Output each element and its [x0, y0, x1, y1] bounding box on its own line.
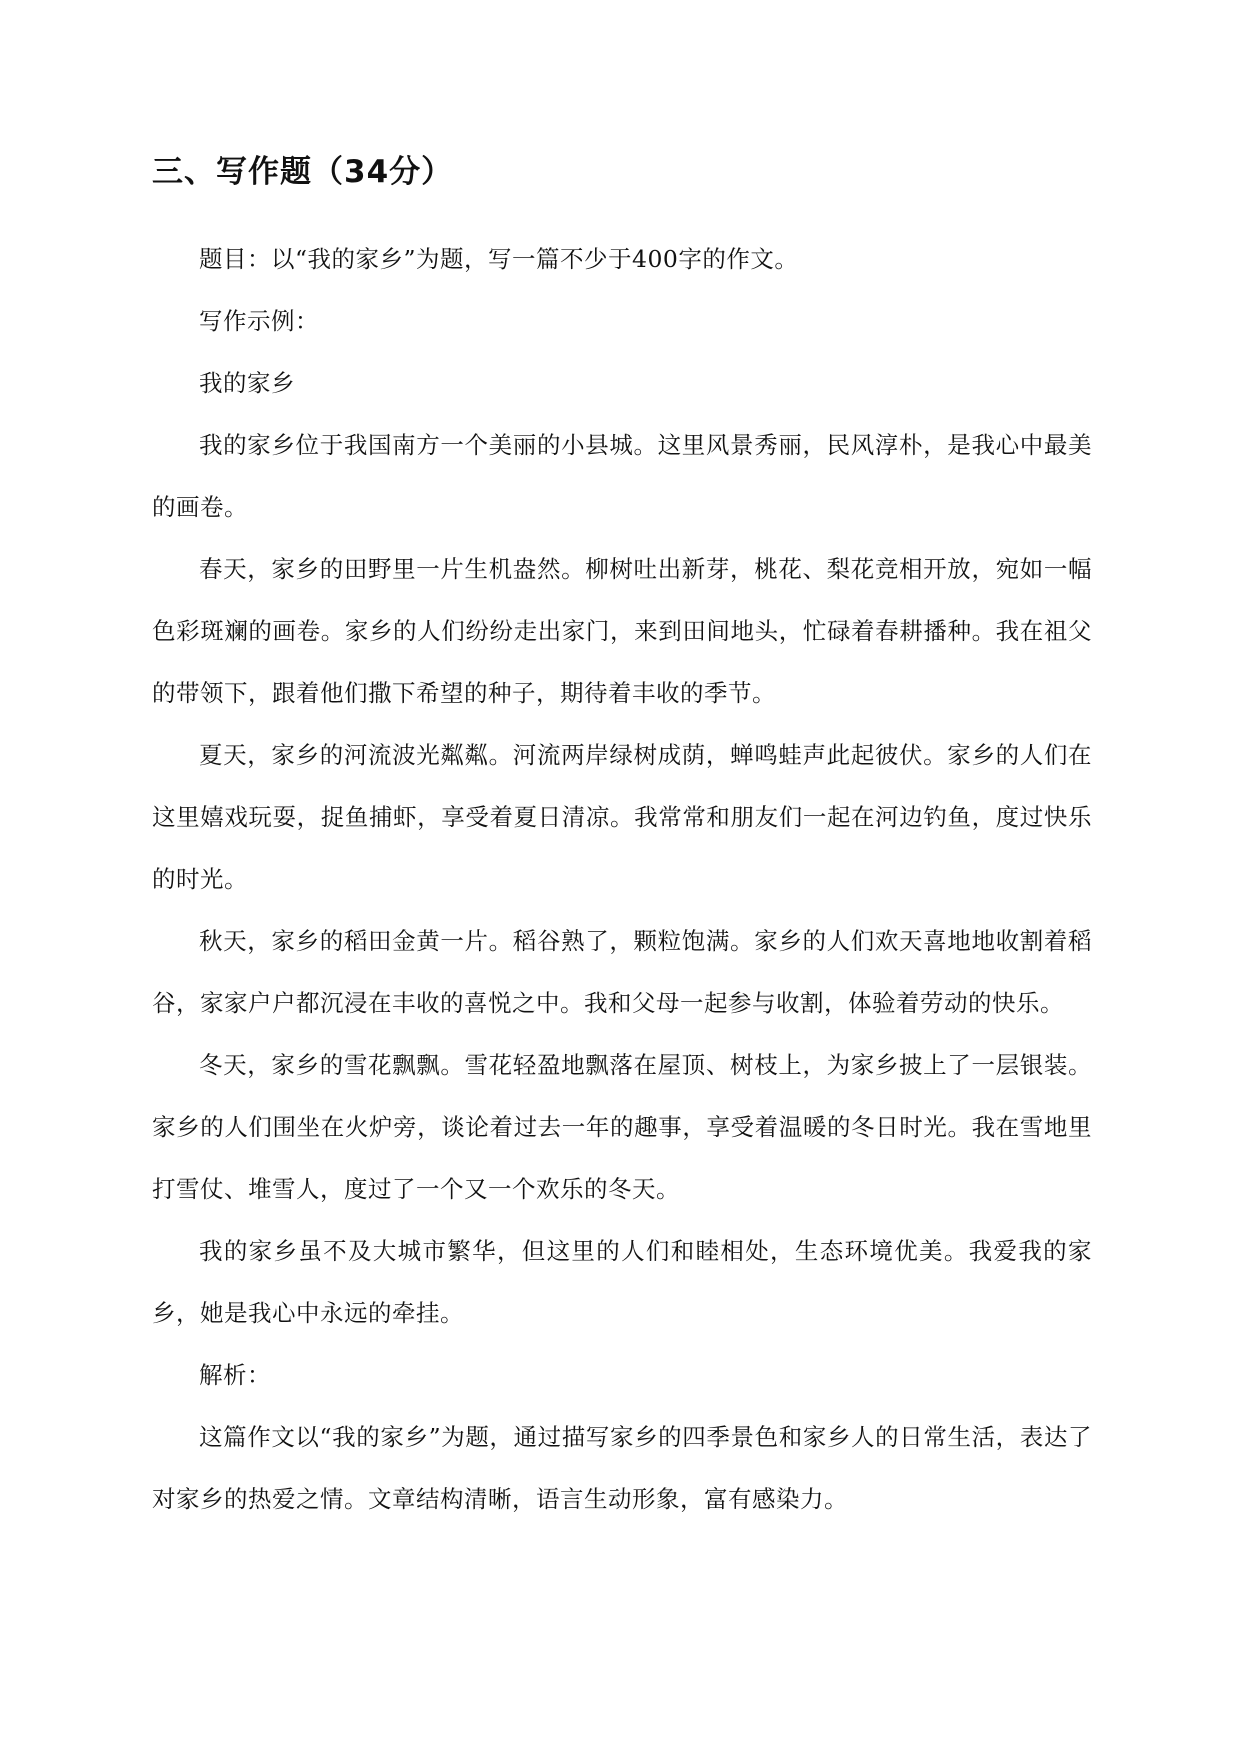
analysis-label: 解析：	[199, 1361, 271, 1389]
essay-prompt: 题目：以“我的家乡”为题，写一篇不少于400字的作文。	[199, 245, 799, 273]
document-page	[152, 150, 1092, 1530]
essay-paragraph: 我的家乡虽不及大城市繁华，但这里的人们和睦相处，生态环境优美。我爱我的家乡，她是我心中永远的牵挂。	[152, 1237, 1092, 1327]
analysis-text: 这篇作文以“我的家乡”为题，通过描写家乡的四季景色和家乡人的日常生活，表达了对家乡的热爱之情。文章结构清晰，语言生动形象，富有感染力。	[152, 1423, 1092, 1513]
essay-paragraph: 我的家乡位于我国南方一个美丽的小县城。这里风景秀丽，民风淳朴，是我心中最美的画卷。	[152, 431, 1092, 521]
essay-title: 我的家乡	[199, 369, 295, 397]
essay-paragraph: 秋天，家乡的稻田金黄一片。稻谷熟了，颗粒饱满。家乡的人们欢天喜地地收割着稻谷，家家户户都沉浸在丰收的喜悦之中。我和父母一起参与收割，体验着劳动的快乐。	[152, 927, 1092, 1017]
essay-paragraph: 夏天，家乡的河流波光粼粼。河流两岸绿树成荫，蝉鸣蛙声此起彼伏。家乡的人们在这里嬉戏玩耍，捉鱼捕虾，享受着夏日清凉。我常常和朋友们一起在河边钓鱼，度过快乐的时光。	[152, 741, 1092, 893]
example-label: 写作示例：	[199, 307, 319, 335]
essay-paragraph: 春天，家乡的田野里一片生机盎然。柳树吐出新芽，桃花、梨花竞相开放，宛如一幅色彩斑斓的画卷。家乡的人们纷纷走出家门，来到田间地头，忙碌着春耕播种。我在祖父的带领下，跟着他们撒下希望的种子，期待着丰收的季节。	[152, 555, 1092, 707]
essay-paragraph: 冬天，家乡的雪花飘飘。雪花轻盈地飘落在屋顶、树枝上，为家乡披上了一层银装。家乡的人们围坐在火炉旁，谈论着过去一年的趣事，享受着温暖的冬日时光。我在雪地里打雪仗、堆雪人，度过了一个又一个欢乐的冬天。	[152, 1051, 1092, 1203]
section-heading: 三、写作题（34分）	[152, 154, 454, 190]
